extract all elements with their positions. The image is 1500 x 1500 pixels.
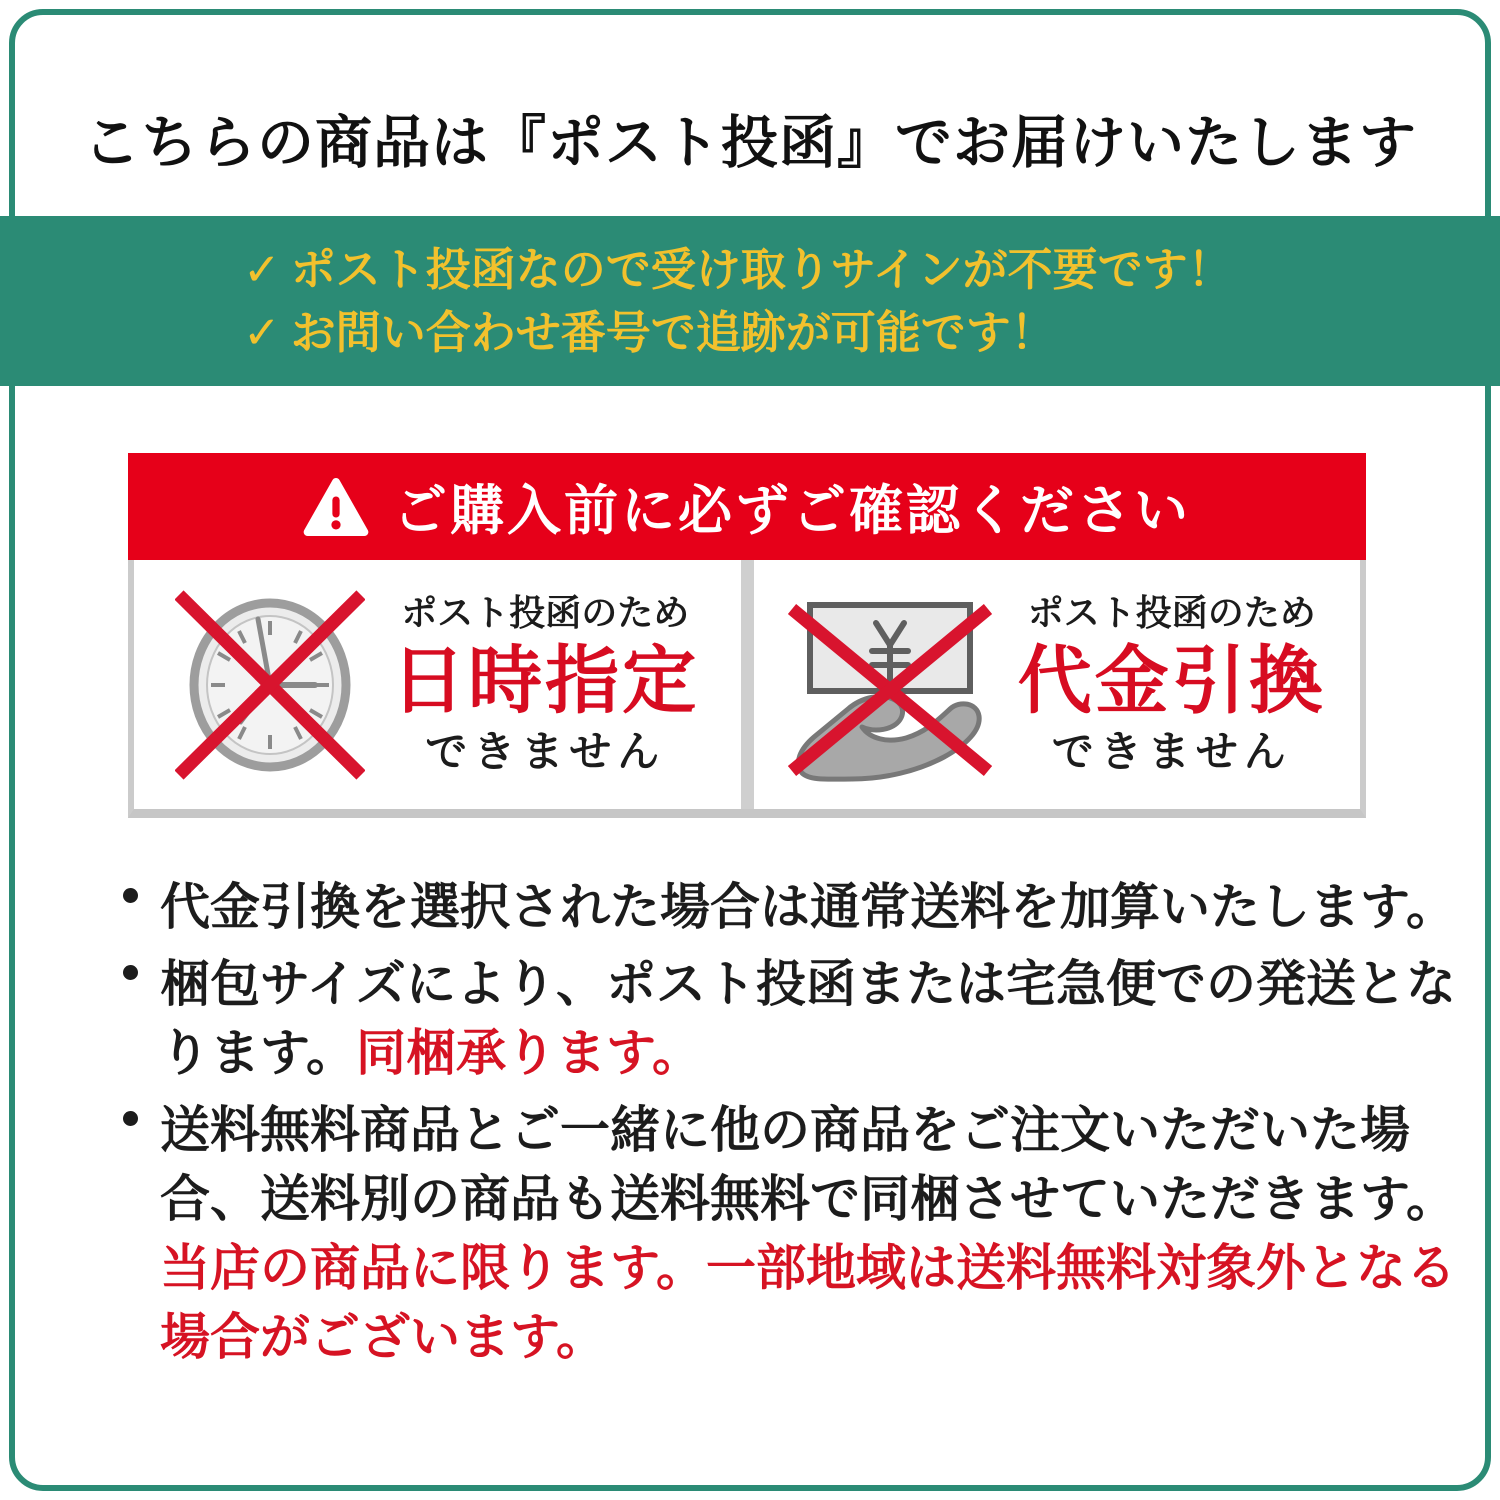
- feature-item: [243, 308, 1500, 358]
- note-line: [110, 1019, 1440, 1088]
- panel-suffix: できません: [1051, 727, 1292, 777]
- panel-prohibited: 日時指定: [391, 638, 700, 725]
- page-title: こちらの商品は『ポスト投函』でお届けいたします: [83, 110, 1417, 176]
- feature-banner: [0, 216, 1500, 386]
- note-text: 送料無料商品とご一緒に他の商品をご注文いただいた場: [160, 1101, 1410, 1159]
- note-text: 代金引換を選択された場合は通常送料を加算いたします。: [160, 878, 1456, 936]
- warning-panels: [128, 560, 1366, 818]
- note-text-red: 同梱承ります。: [356, 1024, 702, 1082]
- red-cross-icon: [788, 587, 992, 783]
- bullet-icon: [110, 1137, 160, 1147]
- note-text: 梱包サイズにより、ポスト投函または宅急便での発送とな: [160, 955, 1456, 1013]
- warning-triangle-icon: [303, 476, 369, 538]
- note-line: [110, 873, 1456, 942]
- check-icon: ✓: [243, 306, 281, 359]
- note-text-red: 当店の商品に限ります。一部地域は送料無料対象外となる: [160, 1239, 1456, 1297]
- clock-icon: [175, 587, 365, 783]
- note-text: 合、送料別の商品も送料無料で同梱させていただきます。: [160, 1170, 1456, 1228]
- note-text: ります。: [160, 1024, 356, 1082]
- panel-reason: ポスト投函のため: [1027, 593, 1316, 635]
- note-line: [110, 1303, 1440, 1372]
- no-cod-panel: [741, 560, 1361, 809]
- feature-item: [243, 242, 1500, 296]
- red-cross-icon: [175, 587, 365, 783]
- bullet-icon: [110, 991, 160, 1001]
- cash-on-delivery-icon: [788, 587, 992, 783]
- feature-item-label: ポスト投函なので受け取りサインが不要です！: [290, 242, 1233, 296]
- bullet-icon: [110, 914, 160, 924]
- panel-suffix: できません: [425, 727, 666, 777]
- no-datetime-panel: [134, 560, 741, 809]
- notes-list: [110, 873, 1456, 1380]
- note-item: [110, 873, 1456, 942]
- note-item: [110, 950, 1456, 1088]
- feature-item-label: お問い合わせ番号で追跡が可能です！: [290, 306, 1056, 359]
- panel-reason: ポスト投函のため: [401, 593, 690, 635]
- note-text-red: 場合がございます。: [160, 1308, 606, 1366]
- panel-prohibited: 代金引換: [1017, 638, 1326, 725]
- note-line: [110, 1096, 1440, 1165]
- note-line: [110, 1165, 1456, 1234]
- check-icon: ✓: [243, 242, 281, 296]
- note-line: [110, 1234, 1456, 1303]
- warning-header: [128, 453, 1366, 560]
- warning-header-label: ご購入前に必ずご確認ください: [393, 479, 1191, 542]
- no-datetime-text: [391, 592, 699, 777]
- warning-box: [128, 453, 1366, 818]
- no-cod-text: [1018, 592, 1326, 777]
- note-item: [110, 1096, 1456, 1372]
- note-line: [110, 950, 1456, 1019]
